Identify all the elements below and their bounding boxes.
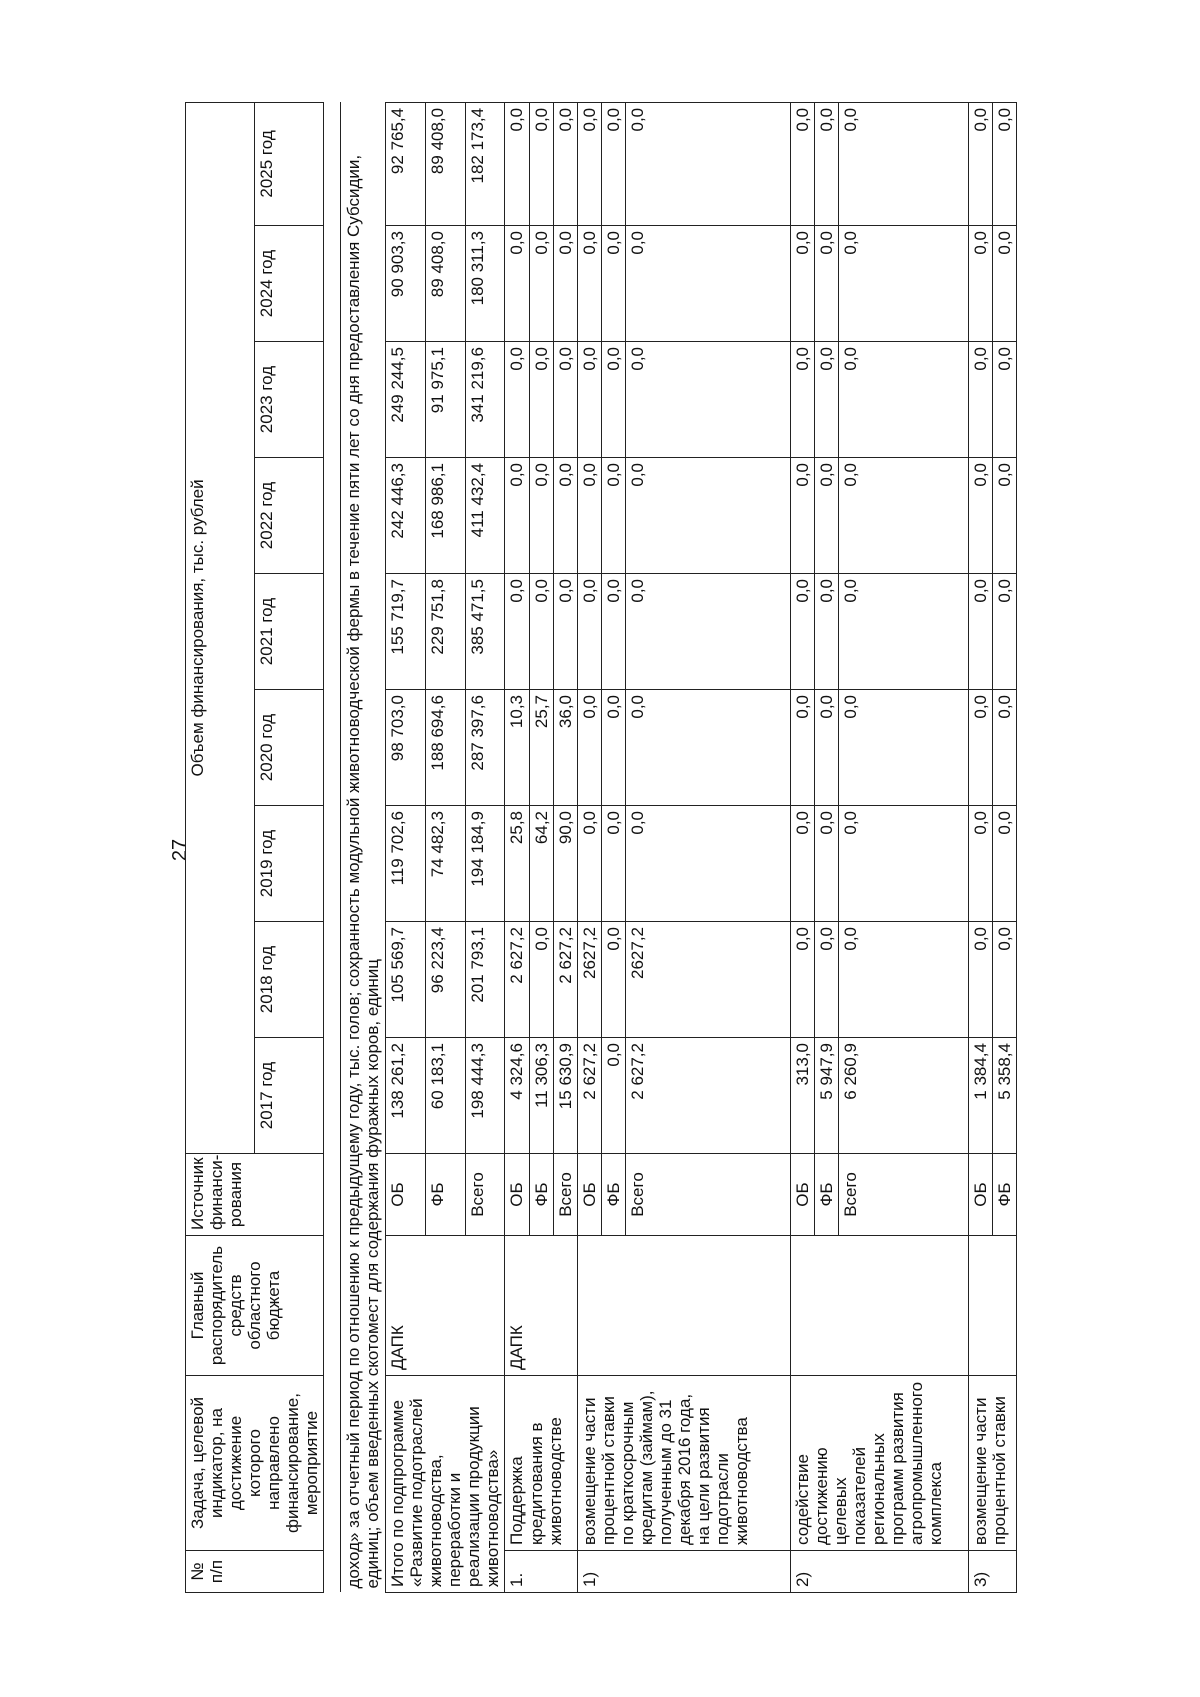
value-cell: 341 219,6	[465, 342, 505, 458]
value-cell: 0,0	[601, 690, 625, 806]
value-cell: 105 569,7	[386, 922, 426, 1038]
item-manager-empty	[577, 1236, 790, 1376]
value-cell: 0,0	[601, 458, 625, 574]
value-cell: 0,0	[838, 690, 968, 806]
value-cell: 0,0	[790, 458, 814, 574]
value-cell: 0,0	[968, 226, 992, 342]
source-cell: ОБ	[790, 1154, 814, 1236]
header-col-manager: Главный распорядитель средств областного бюджета	[186, 1236, 324, 1376]
header-col-no: № п/п	[186, 1551, 324, 1593]
value-cell: 242 446,3	[386, 458, 426, 574]
year-header: 2021 год	[255, 574, 324, 690]
value-cell: 0,0	[553, 226, 577, 342]
value-cell: 0,0	[968, 574, 992, 690]
total-label: Итого по подпрограмме «Развитие подотраслей животноводства, переработки и реализации продукции животноводства»	[386, 1376, 505, 1593]
item-label: возмещение части процентной ставки	[968, 1376, 1016, 1551]
value-cell: 0,0	[505, 226, 529, 342]
value-cell: 0,0	[505, 102, 529, 225]
value-cell: 0,0	[601, 342, 625, 458]
value-cell: 0,0	[790, 922, 814, 1038]
value-cell: 0,0	[838, 574, 968, 690]
item-number: 1)	[577, 1551, 790, 1593]
value-cell: 0,0	[790, 806, 814, 922]
value-cell: 201 793,1	[465, 922, 505, 1038]
value-cell: 92 765,4	[386, 102, 426, 225]
value-cell: 0,0	[625, 690, 790, 806]
value-cell: 2627,2	[625, 922, 790, 1038]
value-cell: 180 311,3	[465, 226, 505, 342]
value-cell: 11 306,3	[529, 1038, 553, 1154]
item-manager-empty	[968, 1236, 1016, 1376]
year-header: 2025 год	[255, 102, 324, 225]
value-cell: 0,0	[968, 806, 992, 922]
value-cell: 198 444,3	[465, 1038, 505, 1154]
value-cell: 0,0	[790, 690, 814, 806]
value-cell: 0,0	[968, 690, 992, 806]
value-cell: 0,0	[529, 458, 553, 574]
value-cell: 0,0	[838, 226, 968, 342]
value-cell: 0,0	[553, 102, 577, 225]
value-cell: 313,0	[790, 1038, 814, 1154]
value-cell: 0,0	[814, 342, 838, 458]
value-cell: 229 751,8	[426, 574, 466, 690]
item-number: 2)	[790, 1551, 968, 1593]
value-cell: 0,0	[601, 806, 625, 922]
value-cell: 2627,2	[577, 922, 601, 1038]
source-cell: ФБ	[814, 1154, 838, 1236]
value-cell: 0,0	[790, 102, 814, 225]
value-cell: 25,8	[505, 806, 529, 922]
year-header: 2018 год	[255, 922, 324, 1038]
value-cell: 0,0	[814, 690, 838, 806]
value-cell: 36,0	[553, 690, 577, 806]
value-cell: 249 244,5	[386, 342, 426, 458]
value-cell: 0,0	[838, 922, 968, 1038]
value-cell: 0,0	[814, 574, 838, 690]
value-cell: 0,0	[625, 806, 790, 922]
value-cell: 0,0	[577, 574, 601, 690]
value-cell: 10,3	[505, 690, 529, 806]
value-cell: 0,0	[838, 342, 968, 458]
value-cell: 0,0	[553, 574, 577, 690]
value-cell: 1 384,4	[968, 1038, 992, 1154]
value-cell: 0,0	[992, 806, 1016, 922]
value-cell: 0,0	[601, 574, 625, 690]
value-cell: 0,0	[529, 922, 553, 1038]
value-cell: 0,0	[838, 102, 968, 225]
value-cell: 89 408,0	[426, 226, 466, 342]
sub3-row-ob	[968, 102, 992, 1592]
year-header: 2024 год	[255, 226, 324, 342]
item1-row-ob	[505, 102, 529, 1592]
value-cell: 4 324,6	[505, 1038, 529, 1154]
source-cell: ФБ	[992, 1154, 1016, 1236]
value-cell: 0,0	[968, 342, 992, 458]
year-header: 2017 год	[255, 1038, 324, 1154]
value-cell: 0,0	[838, 458, 968, 574]
value-cell: 385 471,5	[465, 574, 505, 690]
value-cell: 0,0	[601, 1038, 625, 1154]
source-cell: ОБ	[577, 1154, 601, 1236]
rotated-document-sheet	[185, 103, 1105, 1593]
source-cell: Всего	[465, 1154, 505, 1236]
source-cell: Всего	[838, 1154, 968, 1236]
value-cell: 0,0	[814, 226, 838, 342]
value-cell: 138 261,2	[386, 1038, 426, 1154]
year-header: 2020 год	[255, 690, 324, 806]
source-cell: Всего	[625, 1154, 790, 1236]
value-cell: 0,0	[814, 922, 838, 1038]
value-cell: 25,7	[529, 690, 553, 806]
item-number: 3)	[968, 1551, 1016, 1593]
header-col-task: Задача, целевой индикатор, на достижение которого направлено финансирование, мероприятие	[186, 1376, 324, 1551]
page-number: 27	[169, 838, 191, 862]
value-cell: 0,0	[814, 806, 838, 922]
item-number: 1.	[505, 1551, 577, 1593]
value-cell: 287 397,6	[465, 690, 505, 806]
value-cell: 0,0	[992, 342, 1016, 458]
value-cell: 0,0	[529, 226, 553, 342]
header-row-1	[186, 102, 255, 1592]
value-cell: 0,0	[601, 922, 625, 1038]
value-cell: 155 719,7	[386, 574, 426, 690]
value-cell: 6 260,9	[838, 1038, 968, 1154]
value-cell: 90 903,3	[386, 226, 426, 342]
value-cell: 411 432,4	[465, 458, 505, 574]
value-cell: 0,0	[992, 458, 1016, 574]
total-manager: ДАПК	[386, 1236, 505, 1376]
year-header: 2022 год	[255, 458, 324, 574]
source-cell: ОБ	[968, 1154, 992, 1236]
value-cell: 5 358,4	[992, 1038, 1016, 1154]
value-cell: 0,0	[529, 102, 553, 225]
value-cell: 0,0	[601, 226, 625, 342]
value-cell: 0,0	[790, 226, 814, 342]
value-cell: 0,0	[625, 574, 790, 690]
item-label: возмещение части процентной ставки по краткосрочным кредитам (займам), полученным до 31 декабря 2016 года, на цели развития подотрасли животноводства	[577, 1376, 790, 1551]
gap-row	[324, 102, 341, 1592]
value-cell: 0,0	[577, 458, 601, 574]
value-cell: 0,0	[529, 342, 553, 458]
value-cell: 0,0	[838, 806, 968, 922]
financing-table	[185, 102, 1017, 1593]
value-cell: 2 627,2	[625, 1038, 790, 1154]
note-text: доход» за отчетный период по отношению к предыдущему году, тыс. голов; сохранность модульной животноводческой фермы в течение пяти лет со дня предоставления Субсидии, единиц; объем введенных скотомест для содержания фуражных коров, единиц	[341, 102, 386, 1592]
item-label: Поддержка кредитования в животноводстве	[505, 1376, 577, 1551]
item-manager: ДАПК	[505, 1236, 577, 1376]
value-cell: 194 184,9	[465, 806, 505, 922]
year-header: 2023 год	[255, 342, 324, 458]
value-cell: 0,0	[577, 102, 601, 225]
value-cell: 0,0	[577, 806, 601, 922]
sub1-row-ob	[577, 102, 601, 1592]
value-cell: 0,0	[814, 102, 838, 225]
source-cell: ФБ	[601, 1154, 625, 1236]
value-cell: 0,0	[625, 342, 790, 458]
value-cell: 64,2	[529, 806, 553, 922]
value-cell: 0,0	[577, 342, 601, 458]
value-cell: 0,0	[814, 458, 838, 574]
value-cell: 2 627,2	[577, 1038, 601, 1154]
item-label: содействие достижению целевых показателей региональных программ развития агропромышленного комплекса	[790, 1376, 968, 1551]
value-cell: 90,0	[553, 806, 577, 922]
item-manager-empty	[790, 1236, 968, 1376]
sub2-row-ob	[790, 102, 814, 1592]
value-cell: 0,0	[968, 102, 992, 225]
value-cell: 168 986,1	[426, 458, 466, 574]
value-cell: 0,0	[992, 574, 1016, 690]
value-cell: 0,0	[505, 458, 529, 574]
value-cell: 0,0	[505, 342, 529, 458]
value-cell: 15 630,9	[553, 1038, 577, 1154]
value-cell: 188 694,6	[426, 690, 466, 806]
value-cell: 0,0	[992, 690, 1016, 806]
year-header: 2019 год	[255, 806, 324, 922]
value-cell: 2 627,2	[505, 922, 529, 1038]
source-cell: Всего	[553, 1154, 577, 1236]
value-cell: 5 947,9	[814, 1038, 838, 1154]
value-cell: 0,0	[968, 922, 992, 1038]
total-row-ob	[386, 102, 426, 1592]
value-cell: 60 183,1	[426, 1038, 466, 1154]
value-cell: 0,0	[577, 690, 601, 806]
value-cell: 0,0	[790, 574, 814, 690]
header-col-volume: Объем финансирования, тыс. рублей	[186, 102, 255, 1153]
note-row	[341, 102, 386, 1592]
value-cell: 96 223,4	[426, 922, 466, 1038]
value-cell: 0,0	[790, 342, 814, 458]
value-cell: 0,0	[992, 922, 1016, 1038]
source-cell: ОБ	[386, 1154, 426, 1236]
value-cell: 0,0	[553, 342, 577, 458]
value-cell: 0,0	[505, 574, 529, 690]
value-cell: 0,0	[553, 458, 577, 574]
value-cell: 0,0	[992, 102, 1016, 225]
value-cell: 0,0	[529, 574, 553, 690]
value-cell: 0,0	[992, 226, 1016, 342]
value-cell: 98 703,0	[386, 690, 426, 806]
value-cell: 2 627,2	[553, 922, 577, 1038]
source-cell: ФБ	[426, 1154, 466, 1236]
value-cell: 89 408,0	[426, 102, 466, 225]
value-cell: 0,0	[968, 458, 992, 574]
source-cell: ОБ	[505, 1154, 529, 1236]
value-cell: 182 173,4	[465, 102, 505, 225]
header-col-source: Источник финанси-рования	[186, 1154, 324, 1236]
value-cell: 91 975,1	[426, 342, 466, 458]
value-cell: 119 702,6	[386, 806, 426, 922]
value-cell: 0,0	[625, 102, 790, 225]
value-cell: 74 482,3	[426, 806, 466, 922]
value-cell: 0,0	[601, 102, 625, 225]
value-cell: 0,0	[577, 226, 601, 342]
value-cell: 0,0	[625, 458, 790, 574]
value-cell: 0,0	[625, 226, 790, 342]
source-cell: ФБ	[529, 1154, 553, 1236]
